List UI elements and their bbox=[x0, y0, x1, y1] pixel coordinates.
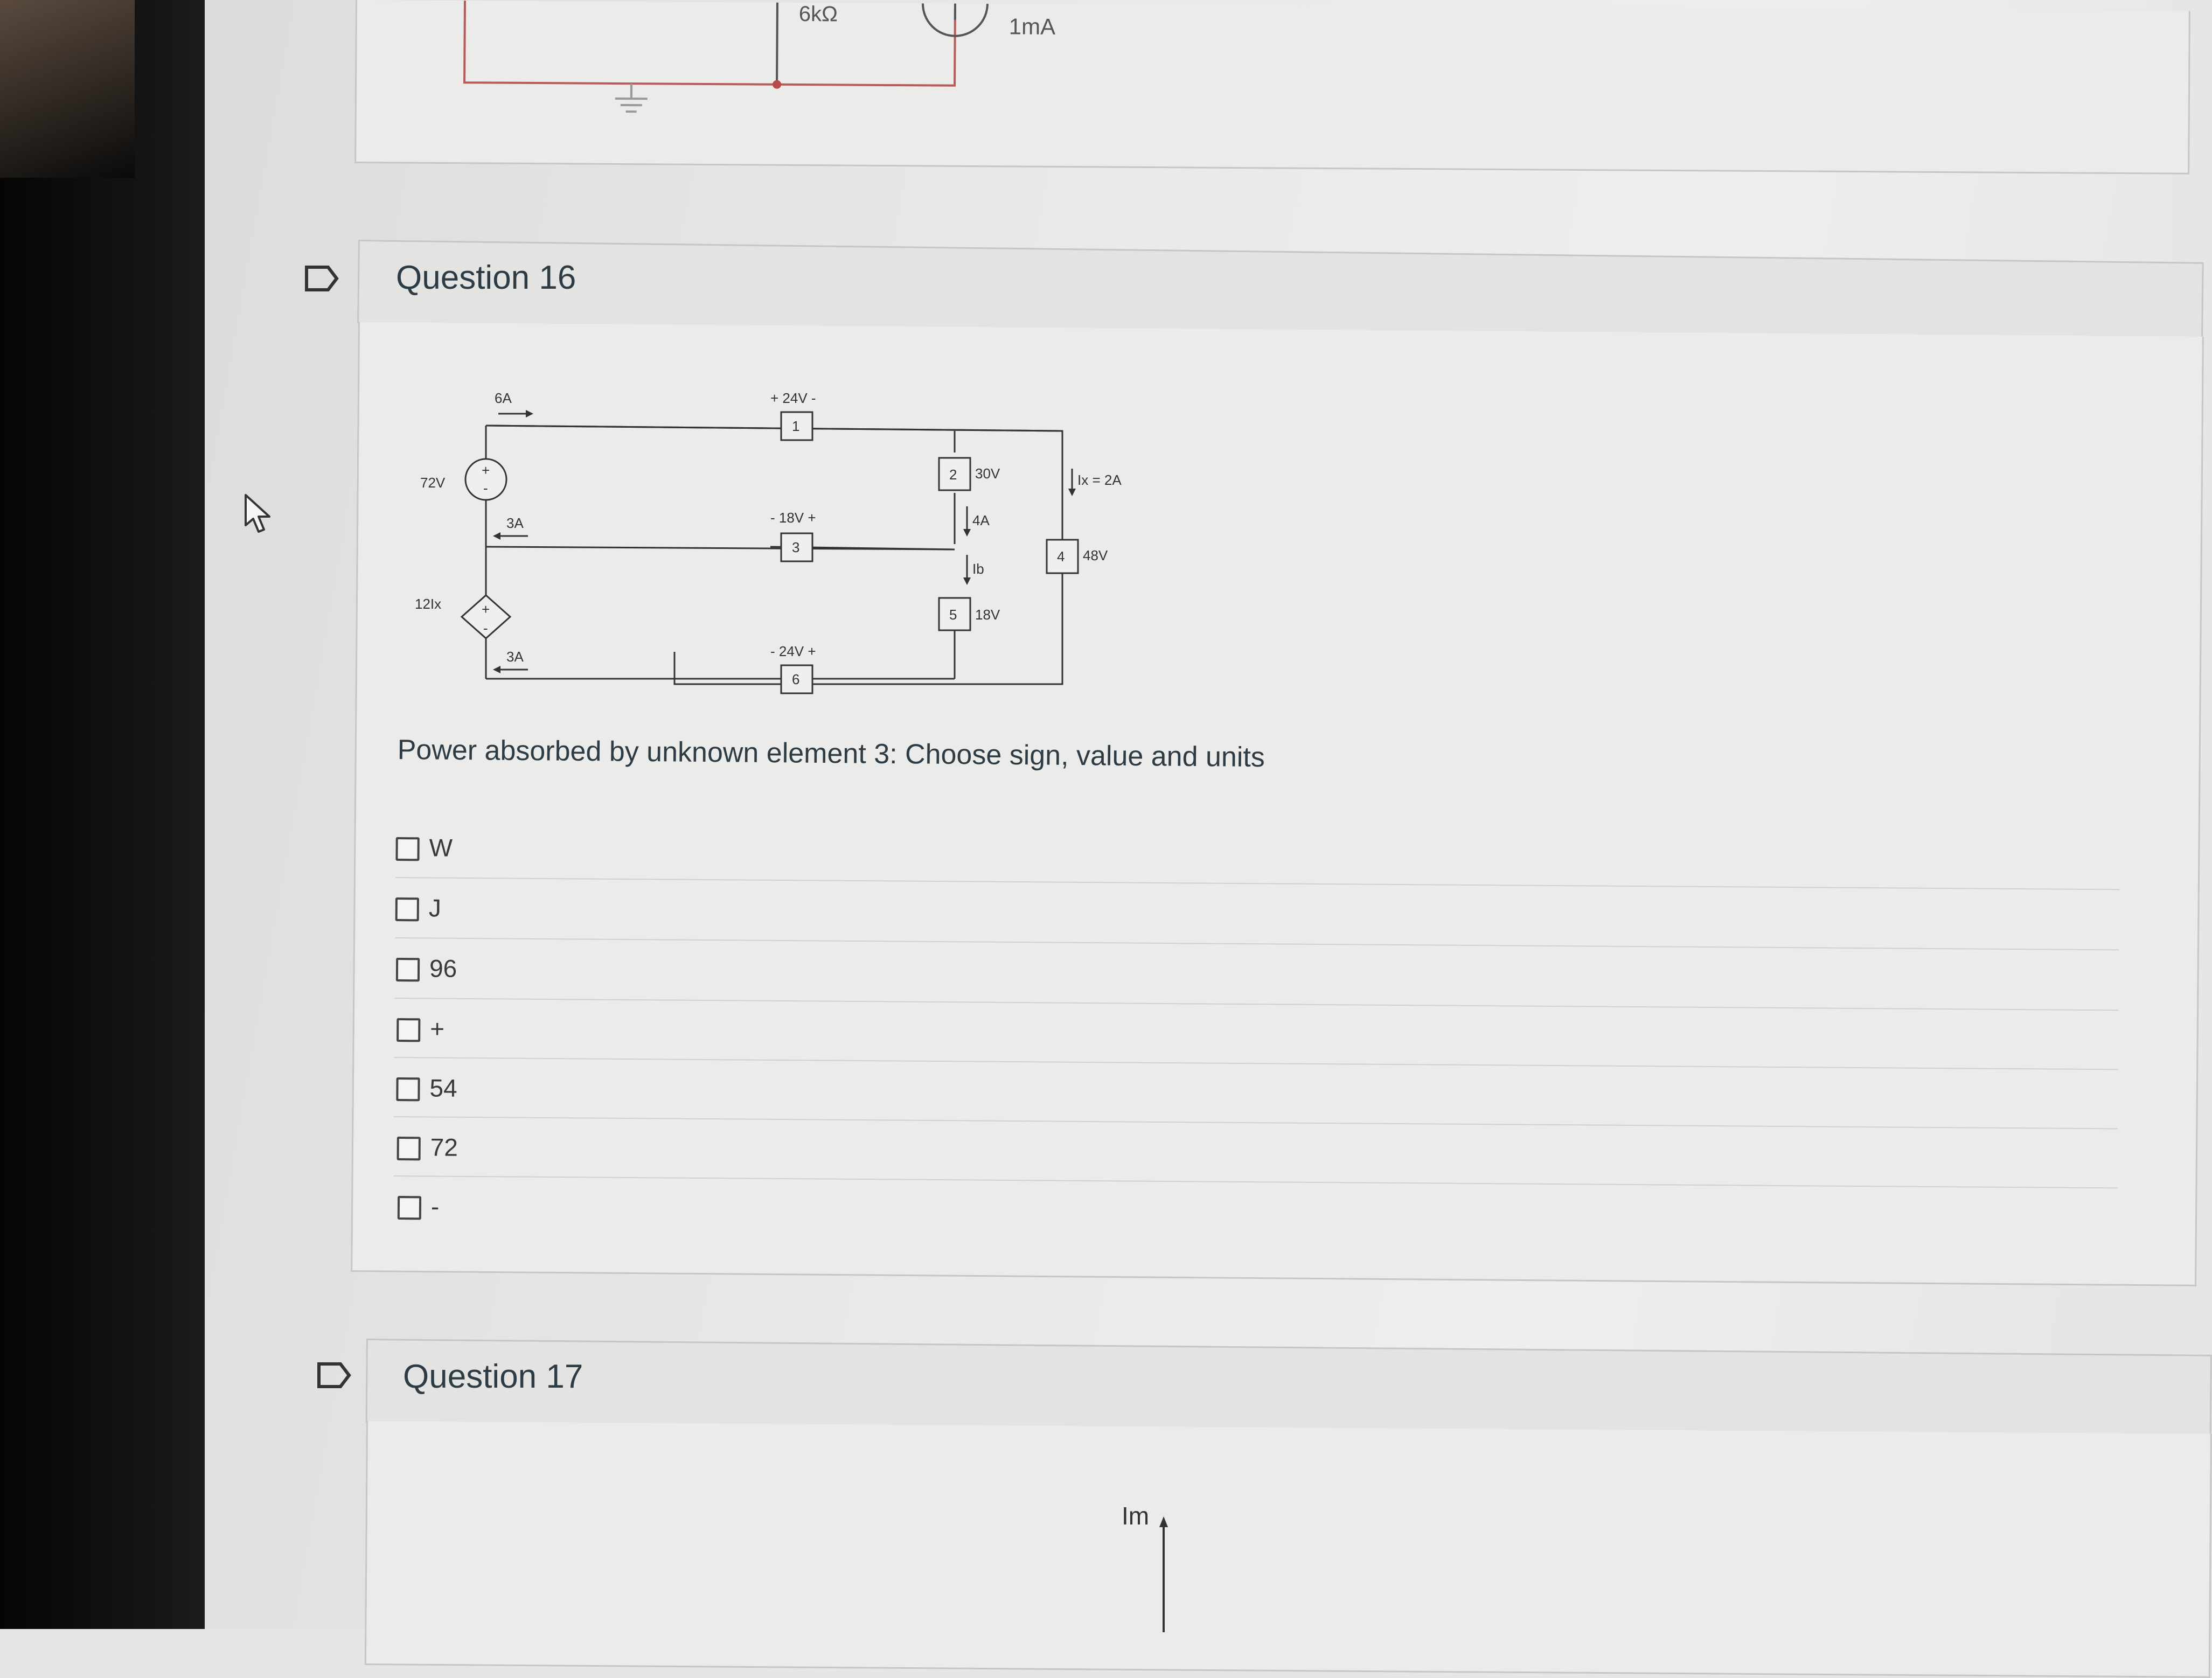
label-v1: + 24V - bbox=[770, 390, 816, 406]
option-label: + bbox=[430, 1014, 444, 1043]
label-plus-dep: + bbox=[482, 601, 490, 617]
checkbox[interactable] bbox=[397, 1018, 420, 1042]
label-minus-src: - bbox=[483, 480, 488, 496]
checkbox[interactable] bbox=[396, 1077, 420, 1101]
checkbox[interactable] bbox=[395, 897, 419, 921]
current-source-label: 1mA bbox=[1009, 13, 1056, 39]
label-ib: Ib bbox=[972, 561, 984, 577]
complex-plane-diagram bbox=[1094, 1492, 1363, 1632]
question-17-title: Question 17 bbox=[403, 1357, 583, 1396]
label-vsrc: 72V bbox=[420, 475, 446, 491]
label-ix: Ix = 2A bbox=[1077, 472, 1122, 488]
label-dep-source: 12Ix bbox=[415, 596, 441, 612]
label-i4a: 4A bbox=[972, 512, 990, 528]
previous-question-panel bbox=[354, 0, 2190, 175]
checkbox[interactable] bbox=[395, 837, 419, 861]
label-e3: 3 bbox=[792, 539, 799, 555]
option-label: 72 bbox=[430, 1132, 458, 1161]
mouse-cursor-icon bbox=[242, 493, 275, 536]
label-v3: - 18V + bbox=[770, 510, 816, 526]
circuit-diagram bbox=[382, 372, 1029, 716]
option-label: 96 bbox=[429, 953, 457, 983]
question-16-prompt: Power absorbed by unknown element 3: Choose sign, value and units bbox=[397, 734, 1265, 774]
imaginary-axis-label: Im bbox=[1122, 1502, 1149, 1530]
answer-option-minus[interactable] bbox=[393, 1175, 2118, 1248]
label-e4: 4 bbox=[1057, 548, 1065, 565]
label-v6: - 24V + bbox=[770, 643, 816, 659]
option-label: 54 bbox=[429, 1073, 457, 1102]
label-i3a-top: 3A bbox=[506, 515, 524, 531]
label-v2: 30V bbox=[975, 465, 1000, 482]
answer-option-96[interactable] bbox=[395, 937, 2119, 1009]
background-object bbox=[0, 0, 135, 178]
previous-circuit bbox=[453, 1, 1208, 162]
option-label: - bbox=[431, 1192, 440, 1221]
label-source-current: 6A bbox=[495, 390, 512, 406]
label-v4: 48V bbox=[1083, 547, 1108, 563]
checkbox[interactable] bbox=[396, 958, 420, 981]
question-16-title: Question 16 bbox=[396, 259, 576, 297]
label-e6: 6 bbox=[792, 671, 799, 687]
option-label: J bbox=[429, 893, 441, 922]
label-i3a-bot: 3A bbox=[506, 649, 524, 665]
resistor-label: 6kΩ bbox=[799, 2, 838, 26]
flag-question-icon[interactable] bbox=[304, 265, 339, 292]
monitor-bezel bbox=[0, 0, 205, 1629]
label-e1: 1 bbox=[792, 418, 799, 434]
checkbox[interactable] bbox=[397, 1137, 421, 1160]
quiz-page bbox=[205, 0, 2172, 1629]
option-label: W bbox=[429, 833, 453, 862]
label-e5: 5 bbox=[949, 607, 957, 623]
label-v5: 18V bbox=[975, 607, 1000, 623]
label-plus-src: + bbox=[482, 462, 490, 478]
label-minus-dep: - bbox=[483, 620, 488, 636]
checkbox[interactable] bbox=[398, 1196, 421, 1220]
label-e2: 2 bbox=[949, 467, 957, 483]
flag-question-icon[interactable] bbox=[317, 1362, 351, 1389]
answer-options bbox=[393, 818, 2174, 1261]
answer-option-j[interactable] bbox=[395, 877, 2119, 949]
